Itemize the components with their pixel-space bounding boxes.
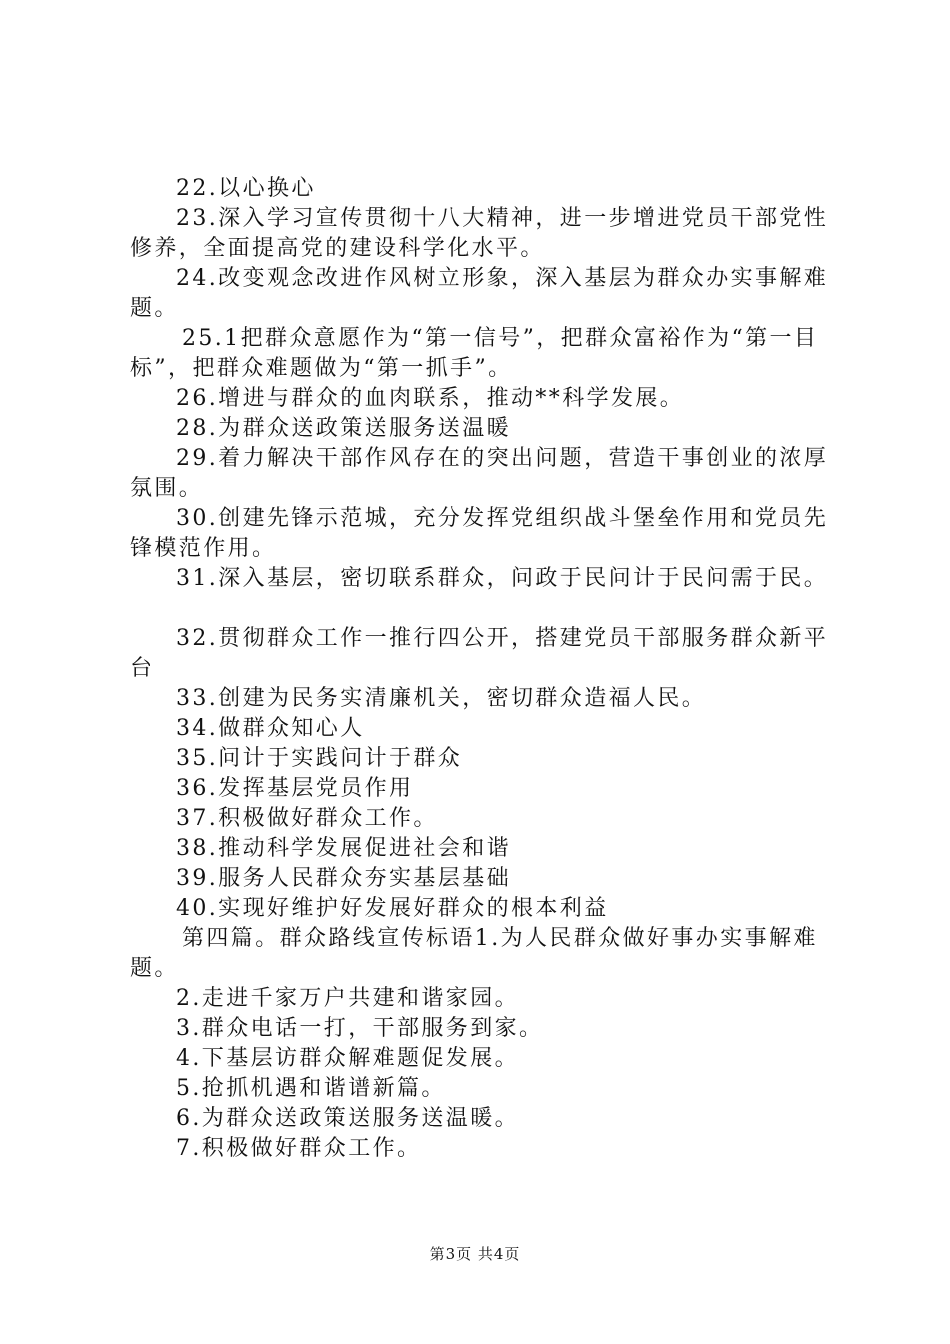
paragraph: 22.以心换心 — [176, 176, 316, 201]
paragraph: 37.积极做好群众工作。 — [176, 806, 438, 831]
paragraph: 23.深入学习宣传贯彻十八大精神，进一步增进党员干部党性修养，全面提高党的建设科学化水平。 — [130, 206, 829, 261]
document-body — [130, 174, 842, 1164]
paragraph: 5.抢抓机遇和谐谱新篇。 — [176, 1076, 446, 1101]
paragraph: 32.贯彻群众工作一推行四公开，搭建党员干部服务群众新平台 — [130, 626, 829, 681]
paragraph: 31.深入基层，密切联系群众，问政于民问计于民问需于民。 — [176, 566, 829, 591]
paragraph: 29.着力解决干部作风存在的突出问题，营造干事创业的浓厚氛围。 — [130, 446, 829, 501]
paragraph: 26.增进与群众的血肉联系，推动**科学发展。 — [176, 386, 685, 411]
section-heading-paragraph: 第四篇。群众路线宣传标语1.为人民群众做好事办实事解难题。 — [130, 926, 818, 981]
paragraph: 24.改变观念改进作风树立形象，深入基层为群众办实事解难题。 — [130, 266, 829, 321]
blank-line — [130, 594, 842, 624]
paragraph: 35.问计于实践问计于群众 — [176, 746, 463, 771]
paragraph: 30.创建先锋示范城，充分发挥党组织战斗堡垒作用和党员先锋模范作用。 — [130, 506, 829, 561]
paragraph: 6.为群众送政策送服务送温暖。 — [176, 1106, 519, 1131]
paragraph: 3.群众电话一打，干部服务到家。 — [176, 1016, 544, 1041]
paragraph: 38.推动科学发展促进社会和谐 — [176, 836, 511, 861]
paragraph: 39.服务人民群众夯实基层基础 — [176, 866, 511, 891]
paragraph: 25.1把群众意愿作为“第一信号”，把群众富裕作为“第一目标”，把群众难题做为“第一抓手”。 — [130, 326, 819, 381]
paragraph: 33.创建为民务实清廉机关，密切群众造福人民。 — [176, 686, 707, 711]
paragraph: 7.积极做好群众工作。 — [176, 1136, 422, 1161]
page-number-footer: 第3页 共4页 — [429, 1245, 521, 1263]
paragraph: 2.走进千家万户共建和谐家园。 — [176, 986, 519, 1011]
paragraph: 28.为群众送政策送服务送温暖 — [176, 416, 511, 441]
paragraph: 4.下基层访群众解难题促发展。 — [176, 1046, 519, 1071]
paragraph: 40.实现好维护好发展好群众的根本利益 — [176, 896, 609, 921]
paragraph: 34.做群众知心人 — [176, 716, 365, 741]
paragraph: 36.发挥基层党员作用 — [176, 776, 414, 801]
